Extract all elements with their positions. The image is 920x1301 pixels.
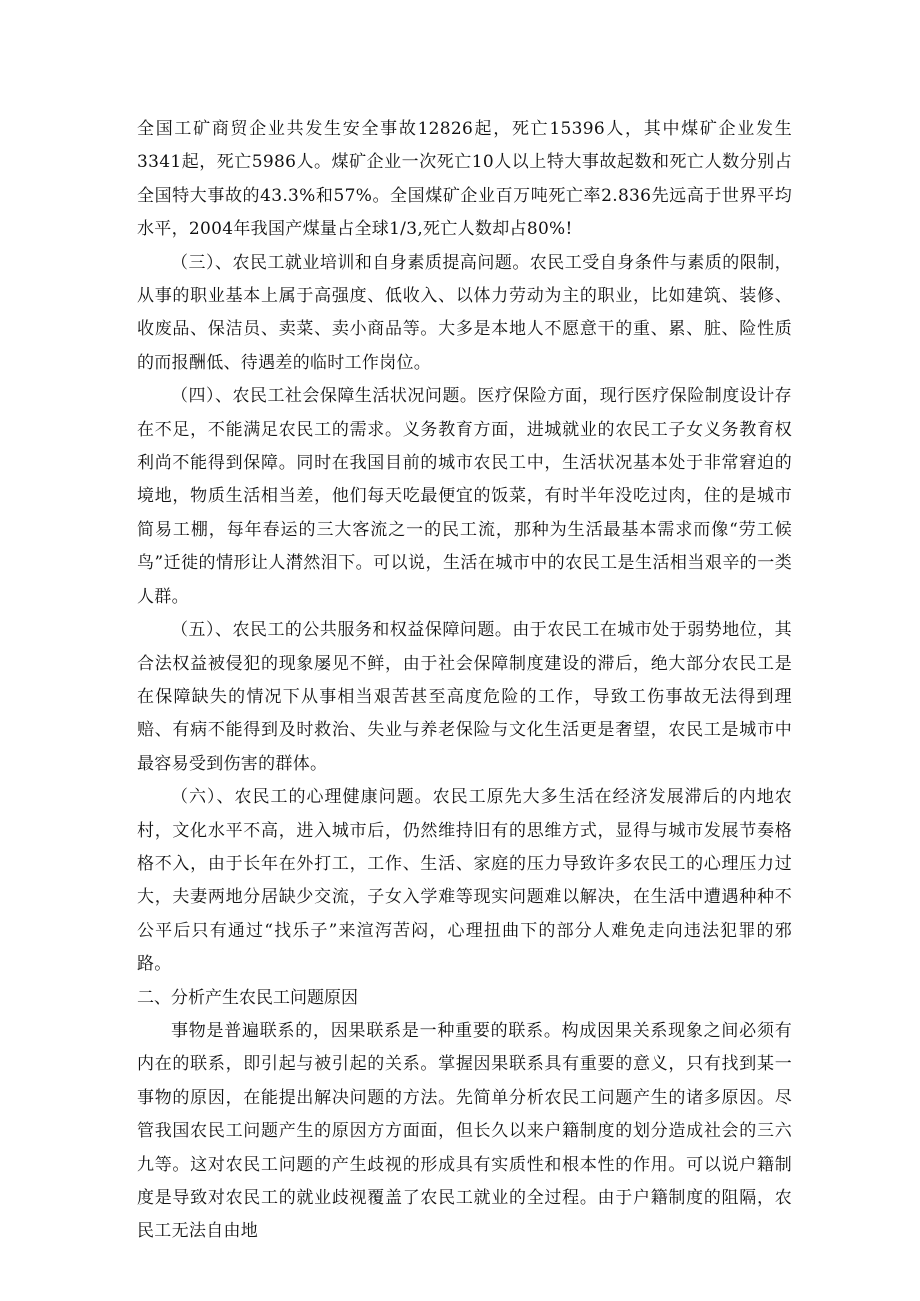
paragraph-employment-training: （三）、农民工就业培训和自身素质提高问题。农民工受自身条件与素质的限制，从事的职业基本上属于高强度、低收入、以体力劳动为主的职业，比如建筑、装修、收废品、保洁员、卖菜、卖小商品等。大多是本地人不愿意干的重、累、脏、险性质的而报酬低、待遇差的临时工作岗位。 xyxy=(137,252,792,373)
section-heading: 二、分析产生农民工问题原因 xyxy=(137,987,358,1008)
paragraph-social-security: （四）、农民工社会保障生活状况问题。医疗保险方面，现行医疗保险制度设计存在不足，不能满足农民工的需求。义务教育方面，进城就业的农民工子女义务教育权利尚不能得到保障。同时在我国目前的城市农民工中，生活状况基本处于非常窘迫的境地，物质生活相当差，他们每天吃最便宜的饭菜，有时半年没吃过肉，住的是城市简易工棚，每年春运的三大客流之一的民工流，那种为生活最基本需求而像“劳工候鸟”迁徙的情形让人潸然泪下。可以说，生活在城市中的农民工是生活相当艰辛的一类人群。 xyxy=(137,386,792,607)
document-page xyxy=(137,113,792,1249)
paragraph-accident-statistics: 全国工矿商贸企业共发生安全事故12826起，死亡15396人，其中煤矿企业发生3341起，死亡5986人。煤矿企业一次死亡10人以上特大事故起数和死亡人数分别占全国特大事故的43.3%和57%。全国煤矿企业百万吨死亡率2.836先远高于世界平均水平，2004年我国产煤量占全球1/3,死亡人数却占80%! xyxy=(137,119,792,240)
paragraph-cause-analysis: 事物是普遍联系的，因果联系是一种重要的联系。构成因果关系现象之间必须有内在的联系，即引起与被引起的关系。掌握因果联系具有重要的意义，只有找到某一事物的原因，在能提出解决问题的方法。先简单分析农民工问题产生的诸多原因。尽管我国农民工问题产生的原因方方面面，但长久以来户籍制度的划分造成社会的三六九等。这对农民工问题的产生歧视的形成具有实质性和根本性的作用。可以说户籍制度是导致对农民工的就业歧视覆盖了农民工就业的全过程。由于户籍制度的阻隔，农民工无法自由地 xyxy=(137,1020,792,1242)
paragraph-public-service-rights: （五）、农民工的公共服务和权益保障问题。由于农民工在城市处于弱势地位，其合法权益被侵犯的现象屡见不鲜，由于社会保障制度建设的滞后，绝大部分农民工是在保障缺失的情况下从事相当艰苦甚至高度危险的工作，导致工伤事故无法得到理赔、有病不能得到及时救治、失业与养老保险与文化生活更是奢望，农民工是城市中最容易受到伤害的群体。 xyxy=(137,620,792,774)
paragraph-mental-health: （六）、农民工的心理健康问题。农民工原先大多生活在经济发展滞后的内地农村，文化水平不高，进入城市后，仍然维持旧有的思维方式，显得与城市发展节奏格格不入，由于长年在外打工，工作、生活、家庭的压力导致许多农民工的心理压力过大，夫妻两地分居缺少交流，子女入学难等现实问题难以解决，在生活中遭遇种种不公平后只有通过“找乐子”来渲泻苦闷，心理扭曲下的部分人难免走向违法犯罪的邪路。 xyxy=(137,787,792,975)
